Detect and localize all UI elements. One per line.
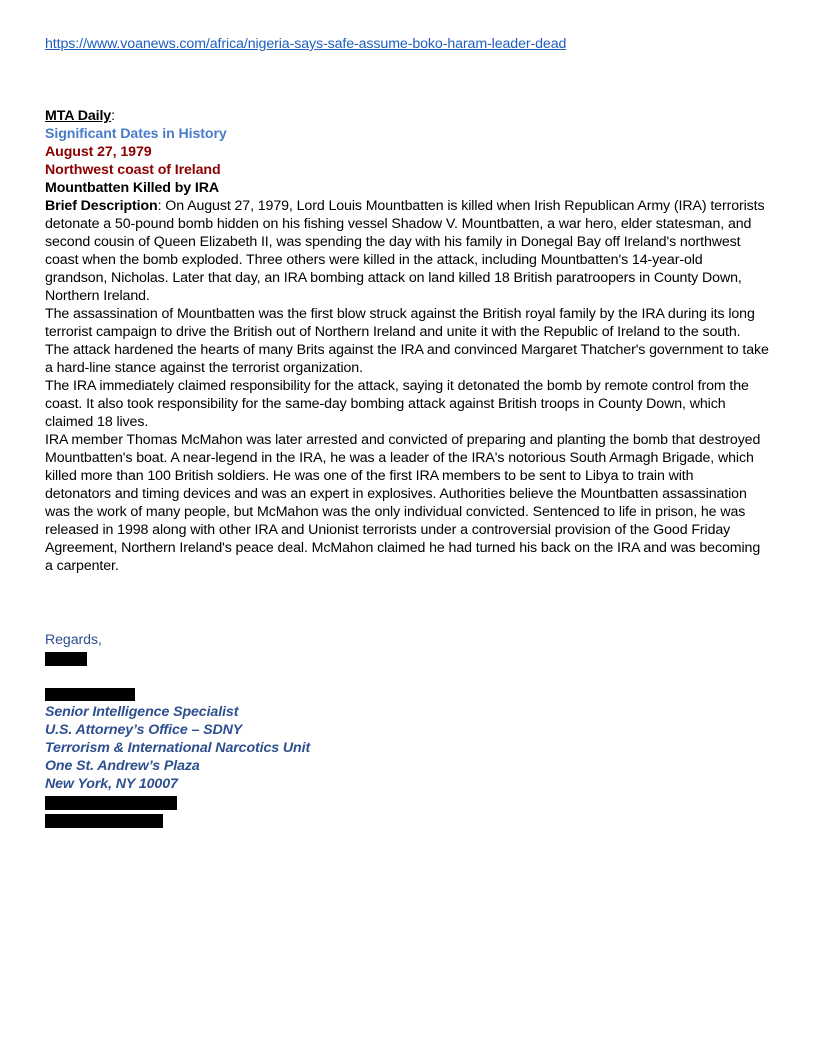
redacted-email: [45, 814, 163, 828]
paragraph-3: [45, 377, 775, 431]
source-link[interactable]: https://www.voanews.com/africa/nigeria-says-safe-assume-boko-haram-leader-dead: [45, 36, 567, 52]
paragraph-line: IRA member Thomas McMahon was later arrested and convicted of preparing and planting the bomb that destroyed: [45, 432, 761, 448]
paragraph-line: The attack hardened the hearts of many Brits against the IRA and convinced Margaret Thatcher's government to take: [45, 342, 769, 358]
description-label: Brief Description: [45, 198, 158, 214]
paragraph-line: The assassination of Mountbatten was the first blow struck against the British royal family by the IRA during its long: [45, 306, 755, 322]
redacted-phone: [45, 796, 177, 810]
event-date: August 27, 1979: [45, 144, 152, 160]
paragraph-line: Mountbatten's boat. A near-legend in the IRA, he was a leader of the IRA's notorious South Armagh Brigade, which: [45, 450, 754, 466]
section-title: Significant Dates in History: [45, 126, 227, 142]
signature-city: New York, NY 10007: [45, 776, 178, 792]
paragraph-line-text: On August 27, 1979, Lord Louis Mountbatten is killed when Irish Republican Army (IRA) terrorists: [161, 198, 765, 214]
paragraph-line: terrorist campaign to drive the British out of Northern Ireland and unite it with the Republic of Ireland to the south.: [45, 324, 741, 340]
redacted-name-short: [45, 652, 87, 666]
signature-block: [45, 703, 775, 793]
newsletter-name-colon: :: [111, 108, 115, 124]
signature-office: U.S. Attorney’s Office – SDNY: [45, 722, 243, 738]
signature-address: One St. Andrew’s Plaza: [45, 758, 200, 774]
newsletter-header: [45, 107, 775, 197]
paragraph-line: detonate a 50-pound bomb hidden on his fishing vessel Shadow V. Mountbatten, a war hero, elder statesman, and: [45, 216, 752, 232]
paragraph-line: grandson, Nicholas. Later that day, an IRA bombing attack on land killed 18 British paratroopers in County Down,: [45, 270, 742, 286]
newsletter-name: MTA Daily: [45, 108, 112, 124]
paragraph-line: second cousin of Queen Elizabeth II, was spending the day with his family in Donegal Bay off Ireland's northwest: [45, 234, 741, 250]
redacted-name-full: [45, 688, 135, 701]
paragraph-line: killed more than 100 British soldiers. He was one of the first IRA members to be sent to Libya to train with: [45, 468, 694, 484]
paragraph-1: [45, 197, 775, 305]
paragraph-line: a hard-line stance against the terrorist organization.: [45, 360, 363, 376]
paragraph-line: claimed 18 lives.: [45, 414, 149, 430]
paragraph-4: [45, 431, 775, 575]
paragraph-line: released in 1998 along with other IRA and Unionist terrorists under a controversial provision of the Good Friday: [45, 522, 731, 538]
event-headline: Mountbatten Killed by IRA: [45, 180, 220, 196]
paragraph-line: coast. It also took responsibility for the same-day bombing attack against British troops in County Down, which: [45, 396, 726, 412]
paragraph-line: detonators and timing devices and was an expert in explosives. Authorities believe the Mountbatten assassination: [45, 486, 747, 502]
paragraph-line: a carpenter.: [45, 558, 119, 574]
signature-unit: Terrorism & International Narcotics Unit: [45, 740, 311, 756]
signature-title: Senior Intelligence Specialist: [45, 704, 239, 720]
event-location: Northwest coast of Ireland: [45, 162, 221, 178]
paragraph-line: Agreement, Northern Ireland's peace deal. McMahon claimed he had turned his back on the IRA and was becoming: [45, 540, 761, 556]
paragraph-line: was the work of many people, but McMahon was the only individual convicted. Sentenced to life in prison, he was: [45, 504, 746, 520]
newsletter-name-line: [45, 107, 775, 125]
paragraph-line: Northern Ireland.: [45, 288, 150, 304]
paragraph-line: The IRA immediately claimed responsibility for the attack, saying it detonated the bomb by remote control from the: [45, 378, 749, 394]
signature-closing: Regards,: [45, 632, 102, 648]
description-sep: :: [157, 198, 162, 214]
paragraph-line: coast when the bomb exploded. Three others were killed in the attack, including Mountbatten's 14-year-old: [45, 252, 703, 268]
article-body: [45, 197, 775, 575]
paragraph-2: [45, 305, 775, 377]
paragraph-line: [45, 197, 775, 215]
